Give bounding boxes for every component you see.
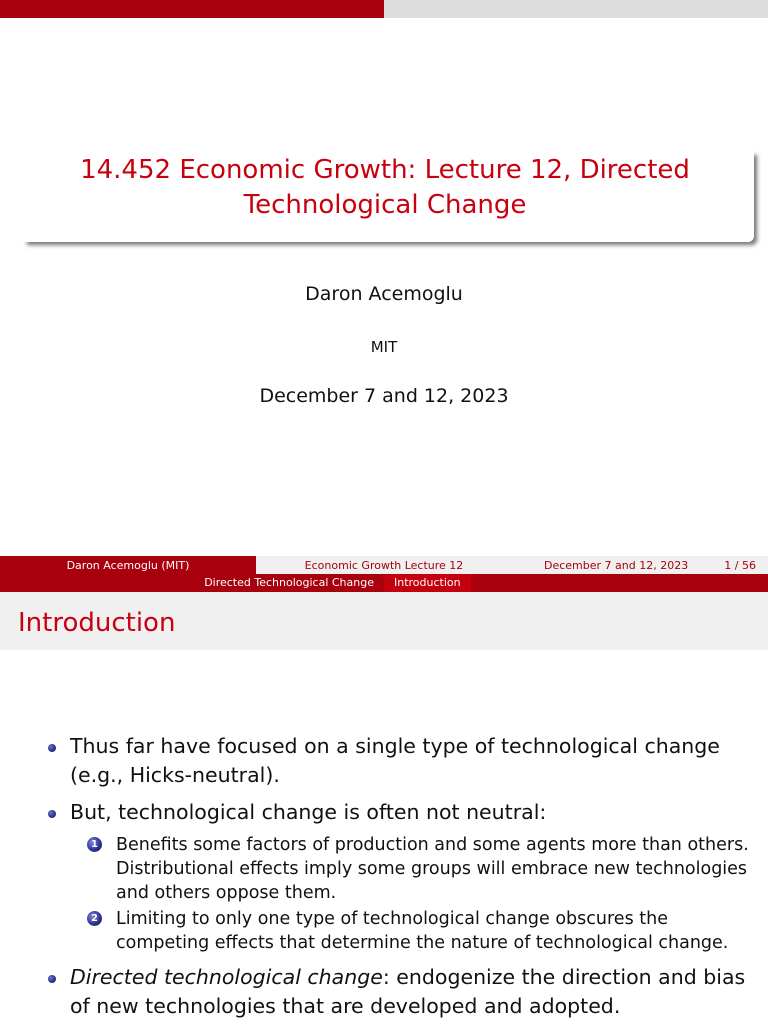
footer-date: December 7 and 12, 2023 [544, 559, 689, 572]
footer-page-number: 1 / 56 [724, 559, 756, 572]
bullet-emphasis: Directed technological change [70, 965, 383, 989]
bullet-item [46, 963, 756, 1021]
progress-bar-empty [384, 0, 768, 18]
institution: MIT [370, 338, 398, 356]
footer-course: Economic Growth Lecture 12 [256, 556, 512, 576]
frame-title: Introduction [18, 608, 176, 638]
bullet-item [46, 732, 756, 790]
number-badge: 1 [87, 837, 102, 852]
presentation-date: December 7 and 12, 2023 [259, 385, 509, 407]
nav-section[interactable] [0, 574, 384, 592]
slide-content [46, 732, 756, 1029]
number-badge: 2 [87, 911, 102, 926]
author-name: Daron Acemoglu [305, 283, 463, 305]
nav-subsection-label[interactable]: Introduction [384, 574, 471, 592]
bullet-text: But, technological change is often not neutral: [70, 800, 547, 824]
bullet-text: Thus far have focused on a single type of technological change (e.g., Hicks-neutral). [70, 734, 720, 787]
nav-section-label[interactable]: Directed Technological Change [204, 576, 374, 589]
sub-item-text: Limiting to only one type of technological change obscures the competing effects that determine the nature of technological change. [116, 909, 729, 953]
nav-subsection[interactable] [384, 574, 768, 592]
bullet-text: : endogenize the direction and bias of new technologies that are developed and adopted. [70, 965, 746, 1018]
sub-item [70, 833, 756, 905]
sub-item-text: Benefits some factors of production and some agents more than others. Distributional effects imply some groups will embrace new technologies and others oppose them. [116, 835, 749, 903]
bullet-item [46, 798, 756, 955]
progress-bar-filled [0, 0, 384, 18]
presentation-title: 14.452 Economic Growth: Lecture 12, Directed Technological Change [80, 155, 690, 220]
footer-author: Daron Acemoglu (MIT) [0, 556, 256, 576]
sub-item [70, 907, 756, 955]
footer-date-page [512, 556, 768, 576]
